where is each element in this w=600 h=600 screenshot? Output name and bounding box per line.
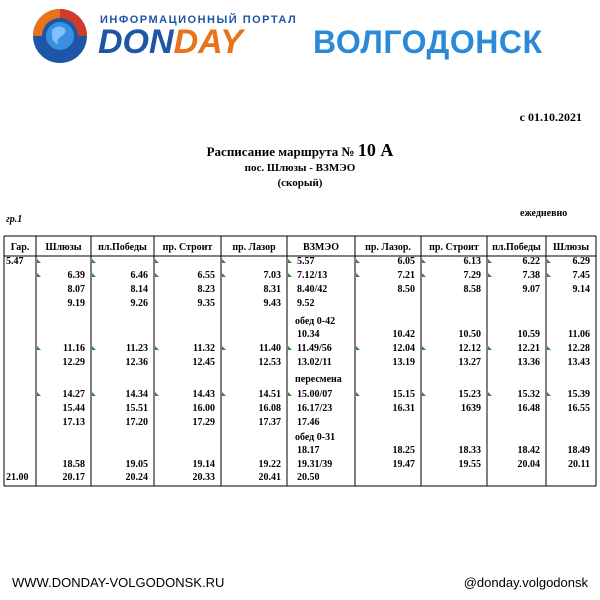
- terminal-time: 17.46: [297, 417, 320, 428]
- column-header: Гар.: [10, 242, 30, 253]
- brand-day: DAY: [173, 23, 243, 61]
- stop-time: 7.45: [572, 270, 590, 281]
- stop-time: 8.58: [463, 284, 481, 295]
- schedule-note: пересмена: [295, 374, 342, 385]
- stop-time: 18.33: [458, 445, 481, 456]
- cell-marker-icon: [356, 346, 360, 350]
- title-prefix: Расписание маршрута №: [206, 144, 355, 159]
- cell-marker-icon: [488, 259, 492, 263]
- stop-time: 17.29: [192, 417, 215, 428]
- terminal-time: 19.31/39: [297, 459, 333, 470]
- stop-time: 15.39: [567, 389, 590, 400]
- stop-time: 20.24: [125, 472, 148, 483]
- stop-time: 9.14: [572, 284, 590, 295]
- cell-marker-icon: [92, 392, 96, 396]
- stop-time: 6.29: [572, 256, 590, 267]
- stop-time: 6.22: [522, 256, 540, 267]
- cell-marker-icon: [547, 273, 551, 277]
- stop-time: 16.48: [517, 403, 540, 414]
- cell-marker-icon: [155, 259, 159, 263]
- stop-time: 12.29: [62, 357, 85, 368]
- cell-marker-icon: [288, 259, 292, 263]
- schedule-note: обед 0-31: [295, 432, 336, 443]
- stop-time: 7.21: [397, 270, 415, 281]
- stop-time: 7.29: [463, 270, 481, 281]
- stop-time: 9.19: [67, 298, 85, 309]
- cell-marker-icon: [222, 392, 226, 396]
- column-header: ВЗМЭО: [302, 242, 340, 253]
- cell-marker-icon: [155, 346, 159, 350]
- stop-time: 18.42: [517, 445, 540, 456]
- stop-time: 9.26: [130, 298, 148, 309]
- stop-time: 12.12: [458, 343, 481, 354]
- cell-marker-icon: [92, 346, 96, 350]
- city-name: ВОЛГОДОНСК: [313, 24, 543, 60]
- stop-time: 12.21: [517, 343, 540, 354]
- stop-time: 20.17: [62, 472, 85, 483]
- stop-time: 11.32: [193, 343, 215, 354]
- stop-time: 18.25: [392, 445, 415, 456]
- stop-time: 13.27: [458, 357, 481, 368]
- cell-marker-icon: [222, 346, 226, 350]
- terminal-time: 20.50: [297, 472, 320, 483]
- stop-time: 12.36: [125, 357, 148, 368]
- column-header: пр. Строит: [162, 242, 213, 253]
- stop-time: 8.50: [397, 284, 415, 295]
- cell-marker-icon: [155, 392, 159, 396]
- stop-time: 8.14: [130, 284, 148, 295]
- cell-marker-icon: [547, 259, 551, 263]
- cell-marker-icon: [488, 273, 492, 277]
- terminal-time: 18.17: [297, 445, 320, 456]
- cell-marker-icon: [547, 346, 551, 350]
- stop-time: 11.16: [63, 343, 85, 354]
- column-header: Шлюзы: [552, 242, 590, 253]
- stop-time: 9.07: [522, 284, 540, 295]
- stop-time: 14.34: [125, 389, 148, 400]
- stop-time: 15.15: [392, 389, 415, 400]
- terminal-time: 15.00/07: [297, 389, 333, 400]
- footer-url[interactable]: WWW.DONDAY-VOLGODONSK.RU: [12, 575, 225, 590]
- stop-time: 7.38: [522, 270, 540, 281]
- stop-time: 6.39: [67, 270, 85, 281]
- stop-time: 6.05: [397, 256, 415, 267]
- stop-time: 14.51: [258, 389, 281, 400]
- terminal-time: 10.34: [297, 329, 320, 340]
- terminal-time: 8.40/42: [297, 284, 328, 295]
- stop-time: 13.19: [392, 357, 415, 368]
- stop-time: 11.23: [126, 343, 148, 354]
- cell-marker-icon: [356, 259, 360, 263]
- stop-time: 10.59: [517, 329, 540, 340]
- cell-marker-icon: [288, 346, 292, 350]
- stop-time: 19.47: [392, 459, 415, 470]
- stop-time: 14.27: [62, 389, 85, 400]
- stop-time: 16.00: [192, 403, 215, 414]
- stop-time: 15.44: [62, 403, 85, 414]
- stop-time: 18.58: [62, 459, 85, 470]
- stop-time: 20.33: [192, 472, 215, 483]
- stop-time: 18.49: [567, 445, 590, 456]
- stop-time: 17.13: [62, 417, 85, 428]
- stop-time: 17.37: [258, 417, 281, 428]
- stop-time: 16.08: [258, 403, 281, 414]
- stop-time: 9.35: [197, 298, 215, 309]
- cell-marker-icon: [92, 273, 96, 277]
- stop-time: 10.42: [392, 329, 415, 340]
- stop-time: 14.43: [192, 389, 215, 400]
- route-type: (скорый): [277, 177, 323, 189]
- terminal-time: 11.49/56: [297, 343, 332, 354]
- stop-time: 8.31: [263, 284, 281, 295]
- stop-time: 15.32: [517, 389, 540, 400]
- stop-time: 15.51: [125, 403, 148, 414]
- terminal-time: 5.57: [297, 256, 315, 267]
- stop-time: 16.31: [392, 403, 415, 414]
- cell-marker-icon: [288, 273, 292, 277]
- stop-time: 13.43: [567, 357, 590, 368]
- cell-marker-icon: [222, 273, 226, 277]
- cell-marker-icon: [422, 259, 426, 263]
- stop-time: 17.20: [125, 417, 148, 428]
- column-header: пл.Победы: [98, 242, 147, 253]
- cell-marker-icon: [37, 392, 41, 396]
- schedule-note: обед 0-42: [295, 316, 336, 327]
- stop-time: 11.40: [259, 343, 281, 354]
- stop-time: 8.23: [197, 284, 215, 295]
- cell-marker-icon: [92, 259, 96, 263]
- group-label: гр.1: [6, 214, 23, 225]
- cell-marker-icon: [37, 273, 41, 277]
- stop-time: 12.53: [258, 357, 281, 368]
- stop-time: 12.04: [392, 343, 415, 354]
- terminal-time: 16.17/23: [297, 403, 333, 414]
- stop-time: 20.04: [517, 459, 540, 470]
- brand-don: DON: [98, 23, 174, 61]
- stop-time: 16.55: [567, 403, 590, 414]
- daily-label: ежедневно: [520, 208, 568, 219]
- cell-marker-icon: [356, 392, 360, 396]
- garage-time: 5.47: [6, 256, 24, 267]
- cell-marker-icon: [222, 259, 226, 263]
- stop-time: 13.36: [517, 357, 540, 368]
- terminal-time: 13.02/11: [297, 357, 332, 368]
- cell-marker-icon: [488, 346, 492, 350]
- column-header: пр. Лазор: [232, 242, 276, 253]
- stop-time: 9.43: [263, 298, 281, 309]
- stop-time: 6.46: [130, 270, 148, 281]
- column-header: пр. Лазор.: [365, 242, 411, 253]
- stop-time: 19.55: [458, 459, 481, 470]
- cell-marker-icon: [422, 346, 426, 350]
- stop-time: 1639: [461, 403, 481, 414]
- stop-time: 7.03: [263, 270, 281, 281]
- column-header: пл.Победы: [492, 242, 541, 253]
- route-endpoints: пос. Шлюзы - ВЗМЭО: [244, 162, 356, 174]
- terminal-time: 9.52: [297, 298, 315, 309]
- column-header: пр. Строит: [429, 242, 479, 253]
- stop-time: 6.55: [197, 270, 215, 281]
- stop-time: 20.11: [568, 459, 590, 470]
- stop-time: 12.45: [192, 357, 215, 368]
- footer-handle[interactable]: @donday.volgodonsk: [463, 575, 588, 590]
- cell-marker-icon: [356, 273, 360, 277]
- stop-time: 19.22: [258, 459, 281, 470]
- garage-time: 21.00: [6, 472, 29, 483]
- stop-time: 6.13: [463, 256, 481, 267]
- cell-marker-icon: [37, 346, 41, 350]
- cell-marker-icon: [37, 259, 41, 263]
- cell-marker-icon: [488, 392, 492, 396]
- stop-time: 11.06: [568, 329, 590, 340]
- cell-marker-icon: [288, 392, 292, 396]
- stop-time: 19.14: [192, 459, 215, 470]
- terminal-time: 7.12/13: [297, 270, 328, 281]
- stop-time: 19.05: [125, 459, 148, 470]
- column-header: Шлюзы: [45, 242, 82, 253]
- portal-caption: ИНФОРМАЦИОННЫЙ ПОРТАЛ: [100, 14, 298, 26]
- cell-marker-icon: [422, 392, 426, 396]
- stop-time: 15.23: [458, 389, 481, 400]
- stop-time: 8.07: [67, 284, 85, 295]
- cell-marker-icon: [155, 273, 159, 277]
- effective-date: с 01.10.2021: [519, 110, 582, 124]
- cell-marker-icon: [422, 273, 426, 277]
- stop-time: 10.50: [458, 329, 481, 340]
- route-number: 10 А: [357, 140, 394, 160]
- stop-time: 20.41: [258, 472, 281, 483]
- stop-time: 12.28: [567, 343, 590, 354]
- cell-marker-icon: [547, 392, 551, 396]
